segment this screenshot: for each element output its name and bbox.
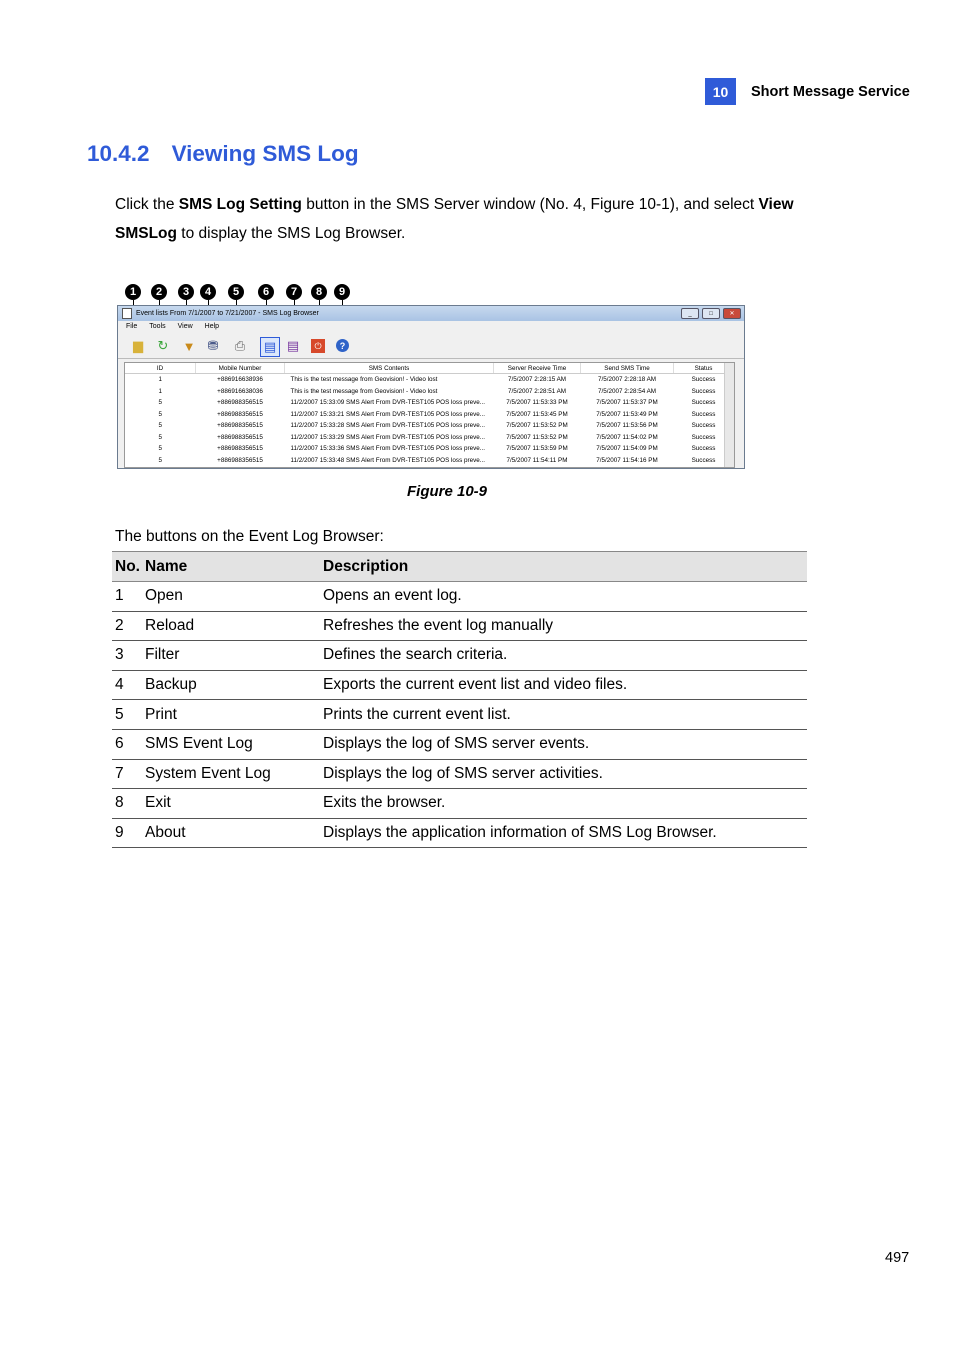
cell-mobile: +886988356515: [217, 410, 263, 418]
print-icon[interactable]: ⎙: [234, 338, 246, 353]
cell-status: Success: [691, 456, 716, 464]
menu-bar: [118, 321, 744, 332]
cell-contents: This is the test message from Geovision! - Video lost: [290, 387, 438, 395]
callout-4: 4: [200, 284, 216, 300]
cell-description: Opens an event log.: [320, 582, 807, 612]
intro-bold-sms-log-setting: SMS Log Setting: [178, 196, 302, 213]
cell-receive-time: 7/5/2007 11:54:11 PM: [506, 456, 568, 464]
cell-send-time: 7/5/2007 2:28:18 AM: [597, 376, 657, 384]
cell-description: Displays the log of SMS server events.: [320, 729, 807, 759]
header-no: No.: [112, 552, 142, 582]
table-row: [112, 611, 807, 641]
intro-text: to display the SMS Log Browser.: [177, 225, 406, 242]
app-icon: [122, 308, 132, 319]
close-icon[interactable]: ✕: [723, 308, 741, 319]
cell-contents: This is the test message from Geovision! - Video lost: [290, 376, 438, 384]
cell-id: 5: [158, 456, 162, 464]
cell-name: Open: [142, 582, 320, 612]
cell-name: System Event Log: [142, 759, 320, 789]
cell-receive-time: 7/5/2007 11:53:45 PM: [506, 410, 568, 418]
table-row: [112, 759, 807, 789]
cell-send-time: 7/5/2007 11:54:09 PM: [596, 445, 658, 453]
event-list-table: [125, 363, 734, 466]
cell-id: 5: [158, 433, 162, 441]
cell-receive-time: 7/5/2007 2:28:51 AM: [507, 387, 567, 395]
cell-contents: 11/2/2007 15:33:28 SMS Alert From DVR-TEST105 POS loss preve...: [290, 422, 485, 430]
table-row[interactable]: [125, 397, 734, 409]
cell-description: Displays the application information of SMS Log Browser.: [320, 818, 807, 848]
cell-contents: 11/2/2007 15:33:36 SMS Alert From DVR-TEST105 POS loss preve...: [290, 445, 485, 453]
cell-id: 5: [158, 445, 162, 453]
cell-id: 5: [158, 399, 162, 407]
cell-no: 9: [112, 818, 142, 848]
cell-contents: 11/2/2007 15:33:21 SMS Alert From DVR-TEST105 POS loss preve...: [290, 410, 485, 418]
callout-5: 5: [228, 284, 244, 300]
window-title: Event lists From 7/1/2007 to 7/21/2007 - SMS Log Browser: [136, 310, 319, 317]
cell-description: Defines the search criteria.: [320, 641, 807, 671]
maximize-icon[interactable]: □: [702, 308, 720, 319]
intro-bold-view-smslog: View SMSLog: [115, 196, 794, 242]
reload-icon[interactable]: ↻: [157, 338, 169, 353]
chapter-number-badge: 10: [705, 78, 736, 105]
cell-mobile: +886916638036: [217, 387, 263, 395]
cell-name: About: [142, 818, 320, 848]
table-row: [112, 789, 807, 819]
cell-send-time: 7/5/2007 11:53:56 PM: [596, 422, 658, 430]
cell-no: 1: [112, 582, 142, 612]
cell-no: 3: [112, 641, 142, 671]
event-list-grid: [124, 362, 735, 468]
cell-no: 6: [112, 729, 142, 759]
table-row[interactable]: [125, 409, 734, 421]
column-header-id[interactable]: ID: [125, 363, 196, 374]
section-number: 10.4.2: [87, 141, 150, 166]
cell-status: Success: [691, 399, 716, 407]
cell-contents: 11/2/2007 15:33:48 SMS Alert From DVR-TEST105 POS loss preve...: [290, 456, 485, 464]
cell-status: Success: [691, 433, 716, 441]
minimize-icon[interactable]: _: [681, 308, 699, 319]
cell-receive-time: 7/5/2007 11:53:59 PM: [506, 445, 568, 453]
cell-send-time: 7/5/2007 11:53:37 PM: [596, 399, 658, 407]
menu-file[interactable]: File: [126, 323, 138, 330]
callout-9: 9: [334, 284, 350, 300]
cell-status: Success: [691, 445, 716, 453]
callout-8: 8: [311, 284, 327, 300]
cell-id: 1: [158, 387, 162, 395]
table-row[interactable]: [125, 455, 734, 467]
cell-contents: 11/2/2007 15:33:29 SMS Alert From DVR-TEST105 POS loss preve...: [290, 433, 485, 441]
window-titlebar: [118, 306, 744, 321]
cell-mobile: +886988356515: [217, 445, 263, 453]
cell-receive-time: 7/5/2007 11:53:33 PM: [506, 399, 568, 407]
section-title: [87, 141, 359, 167]
cell-description: Exports the current event list and video files.: [320, 670, 807, 700]
cell-mobile: +886916638936: [217, 376, 263, 384]
cell-description: Displays the log of SMS server activities.: [320, 759, 807, 789]
cell-status: Success: [691, 376, 716, 384]
cell-send-time: 7/5/2007 11:54:16 PM: [596, 456, 658, 464]
callout-7: 7: [286, 284, 302, 300]
cell-receive-time: 7/5/2007 11:53:52 PM: [506, 433, 568, 441]
cell-send-time: 7/5/2007 11:54:02 PM: [596, 433, 658, 441]
cell-description: Refreshes the event log manually: [320, 611, 807, 641]
cell-receive-time: 7/5/2007 2:28:15 AM: [507, 376, 567, 384]
backup-icon[interactable]: ⛃: [207, 338, 219, 353]
table-row[interactable]: [125, 420, 734, 432]
table-row: [112, 641, 807, 671]
cell-contents: 11/2/2007 15:33:09 SMS Alert From DVR-TEST105 POS loss preve...: [290, 399, 485, 407]
sms-event-log-icon[interactable]: ▤: [260, 337, 280, 357]
cell-status: Success: [691, 387, 716, 395]
cell-send-time: 7/5/2007 2:28:54 AM: [597, 387, 657, 395]
column-header-send-sms-time[interactable]: Send SMS Time: [581, 363, 674, 374]
cell-id: 5: [158, 410, 162, 418]
filter-icon[interactable]: ▼: [182, 338, 196, 354]
cell-status: Success: [691, 422, 716, 430]
cell-mobile: +886988356515: [217, 456, 263, 464]
column-header-status[interactable]: Status: [674, 363, 734, 374]
menu-help[interactable]: Help: [204, 323, 220, 330]
cell-name: Backup: [142, 670, 320, 700]
table-row[interactable]: [125, 386, 734, 398]
table-row[interactable]: [125, 432, 734, 444]
menu-view[interactable]: View: [177, 323, 193, 330]
figure-caption: Figure 10-9: [406, 483, 488, 500]
cell-description: Exits the browser.: [320, 789, 807, 819]
cell-id: 5: [158, 422, 162, 430]
vertical-scrollbar[interactable]: [724, 363, 734, 467]
column-header-sms-contents[interactable]: SMS Contents: [285, 363, 494, 374]
cell-receive-time: 7/5/2007 11:53:52 PM: [506, 422, 568, 430]
callout-3: 3: [178, 284, 194, 300]
callout-2: 2: [151, 284, 167, 300]
header-description: Description: [320, 552, 807, 582]
table-row: [112, 729, 807, 759]
cell-no: 7: [112, 759, 142, 789]
buttons-table: [112, 551, 807, 848]
cell-mobile: +886988356515: [217, 399, 263, 407]
chapter-title: Short Message Service: [751, 84, 910, 100]
cell-id: 1: [158, 376, 162, 384]
about-icon[interactable]: ?: [336, 339, 349, 352]
menu-tools[interactable]: Tools: [149, 323, 166, 330]
table-row[interactable]: [125, 443, 734, 455]
table-row: [112, 670, 807, 700]
page-number: 497: [885, 1250, 910, 1266]
callout-6: 6: [258, 284, 274, 300]
table-row: [112, 582, 807, 612]
sms-log-browser-screenshot: [117, 305, 745, 469]
section-heading: Viewing SMS Log: [171, 141, 359, 166]
table-row[interactable]: [125, 374, 734, 386]
cell-no: 2: [112, 611, 142, 641]
callout-1: 1: [125, 284, 141, 300]
table-row: [112, 700, 807, 730]
header-name: Name: [142, 552, 320, 582]
cell-mobile: +886988356515: [217, 422, 263, 430]
cell-mobile: +886988356515: [217, 433, 263, 441]
cell-name: SMS Event Log: [142, 729, 320, 759]
intro-paragraph: [115, 190, 825, 248]
column-header-mobile-number[interactable]: Mobile Number: [196, 363, 285, 374]
system-event-log-icon[interactable]: ▤: [286, 338, 300, 353]
cell-name: Exit: [142, 789, 320, 819]
intro-text: Click the: [115, 196, 179, 213]
cell-status: Success: [691, 410, 716, 418]
table-intro: The buttons on the Event Log Browser:: [115, 528, 384, 545]
open-folder-icon[interactable]: ▆: [133, 338, 143, 353]
cell-no: 8: [112, 789, 142, 819]
exit-icon[interactable]: ⏻: [311, 339, 325, 353]
cell-name: Reload: [142, 611, 320, 641]
cell-no: 5: [112, 700, 142, 730]
intro-text: button in the SMS Server window (No. 4, Figure 10-1), and select: [301, 196, 759, 213]
cell-name: Print: [142, 700, 320, 730]
column-header-server-receive-time[interactable]: Server Receive Time: [494, 363, 581, 374]
cell-send-time: 7/5/2007 11:53:49 PM: [596, 410, 658, 418]
cell-description: Prints the current event list.: [320, 700, 807, 730]
cell-no: 4: [112, 670, 142, 700]
table-row: [112, 818, 807, 848]
cell-name: Filter: [142, 641, 320, 671]
event-list-body: [125, 374, 734, 467]
